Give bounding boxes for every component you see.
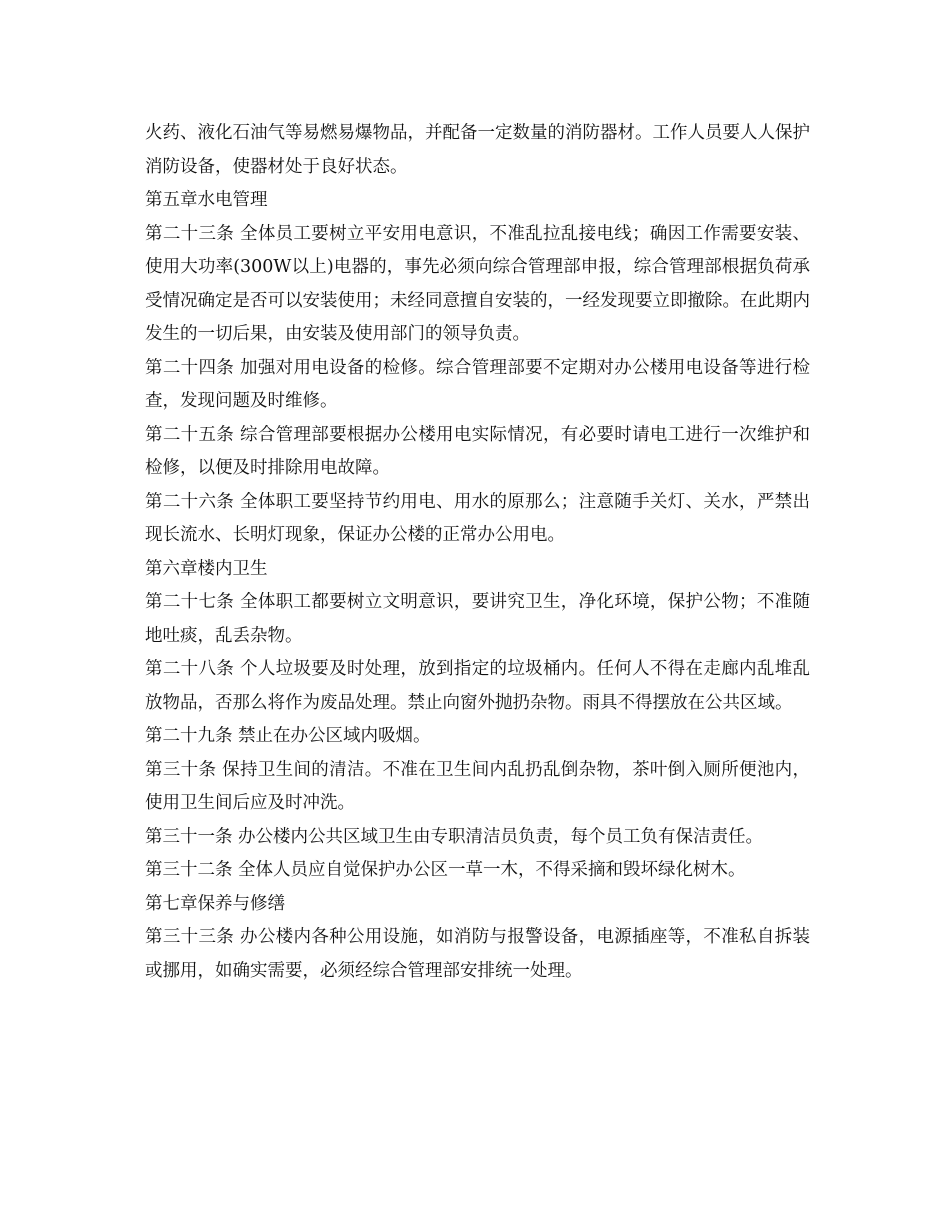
document-body bbox=[145, 117, 810, 988]
article-25: 第二十五条 综合管理部要根据办公楼用电实际情况，有必要时请电工进行一次维护和检修，以便及时排除用电故障。 bbox=[145, 424, 810, 478]
chapter-7-heading: 第七章保养与修缮 bbox=[145, 893, 285, 914]
article-30: 第三十条 保持卫生间的清洁。不准在卫生间内乱扔乱倒杂物，茶叶倒入厕所便池内，使用卫生间后应及时冲洗。 bbox=[145, 759, 810, 813]
article-32: 第三十二条 全体人员应自觉保护办公区一草一木，不得采摘和毁坏绿化树木。 bbox=[145, 860, 746, 880]
article-23: 第二十三条 全体员工要树立平安用电意识，不准乱拉乱接电线；确因工作需要安装、使用大功率(300W以上)电器的，事先必须向综合管理部申报，综合管理部根据负荷承受情况确定是否可以安装使用；未经同意擅自安装的，一经发现要立即撤除。在此期内发生的一切后果，由安装及使用部门的领导负责。 bbox=[145, 223, 810, 344]
article-31: 第三十一条 办公楼内公共区域卫生由专职清洁员负责，每个员工负有保洁责任。 bbox=[145, 826, 764, 847]
chapter-5-heading: 第五章水电管理 bbox=[145, 190, 268, 210]
article-29: 第二十九条 禁止在办公区域内吸烟。 bbox=[145, 726, 431, 746]
article-26: 第二十六条 全体职工要坚持节约用电、用水的原那么；注意随手关灯、关水，严禁出现长流水、长明灯现象，保证办公楼的正常办公用电。 bbox=[145, 491, 810, 545]
article-24: 第二十四条 加强对用电设备的检修。综合管理部要不定期对办公楼用电设备等进行检查，发现问题及时维修。 bbox=[145, 357, 810, 411]
article-28: 第二十八条 个人垃圾要及时处理，放到指定的垃圾桶内。任何人不得在走廊内乱堆乱放物品，否那么将作为废品处理。禁止向窗外抛扔杂物。雨具不得摆放在公共区域。 bbox=[145, 659, 810, 713]
chapter-6-heading: 第六章楼内卫生 bbox=[145, 558, 268, 579]
paragraph-fire-safety-continued: 火药、液化石油气等易燃易爆物品，并配备一定数量的消防器材。工作人员要人人保护消防设备，使器材处于良好状态。 bbox=[145, 123, 810, 177]
article-27: 第二十七条 全体职工都要树立文明意识，要讲究卫生，净化环境，保护公物；不准随地吐痰，乱丢杂物。 bbox=[145, 592, 810, 646]
article-33: 第三十三条 办公楼内各种公用设施，如消防与报警设备，电源插座等，不准私自拆装或挪用，如确实需要，必须经综合管理部安排统一处理。 bbox=[145, 927, 810, 981]
